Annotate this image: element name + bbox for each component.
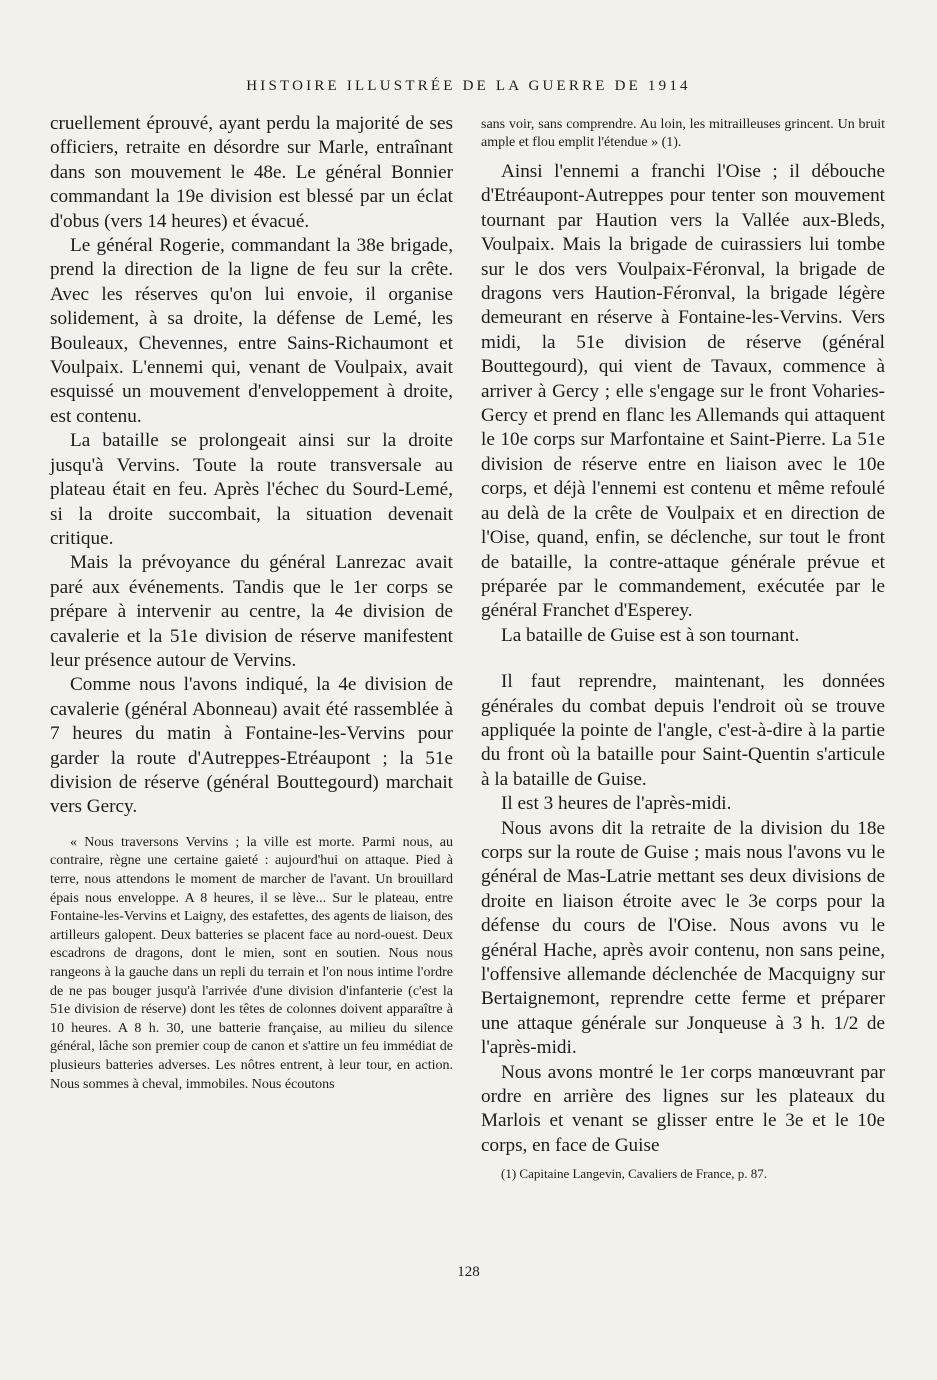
paragraph: La bataille de Guise est à son tournant.	[501, 624, 800, 646]
running-title: HISTOIRE ILLUSTRÉE DE LA GUERRE DE 1914	[246, 78, 691, 94]
footnote: (1) Capitaine Langevin, Cavaliers de France, p. 87.	[501, 1166, 768, 1182]
left-column	[50, 112, 453, 1094]
paragraph: Il faut reprendre, maintenant, les données générales du combat depuis l'endroit où se trouve appliquée la pointe de l'angle, c'est-à-dire à la partie du front où la bataille pour Saint-Quentin s'articule à la bataille de Guise.	[481, 671, 885, 790]
quote-text: « Nous traversons Vervins ; la ville est morte. Parmi nous, au contraire, règne une certaine gaieté : aujourd'hui on attaque. Pied à terre, nous attendons le moment de marcher de l'avant. Un brouillard épais nous enveloppe. A 8 heures, il se lève... Sur le plateau, entre Fontaine-les-Vervins et Laigny, des estafettes, des agents de liaison, des artilleurs galopent. Deux batteries se placent face au nord-ouest. Deux escadrons de dragons, dont le mien, sont en soutien. Nous nous rangeons à la gauche dans un repli du terrain et l'on nous intime l'ordre de ne pas bouger jusqu'à l'arrivée d'une division d'infanterie (c'est la 51e division de réserve) dont les têtes de colonnes doivent apparaître à 10 heures. A 8 h. 30, une batterie française, au milieu du silence général, lâche son premier coup de canon et s'attire un feu immédiat de plusieurs batteries adverses. Les nôtres entrent, à leur tour, en action. Nous sommes à cheval, immobiles. Nous écoutons	[50, 834, 453, 1092]
quote-continuation: sans voir, sans comprendre. Au loin, les mitrailleuses grincent. Un bruit ample et flou emplit l'étendue » (1).	[481, 117, 885, 150]
right-column	[481, 116, 885, 1182]
page-number: 128	[457, 1264, 480, 1280]
paragraph: Le général Rogerie, commandant la 38e brigade, prend la direction de la ligne de feu sur la crête. Avec les réserves qu'on lui envoie, il organise solidement, à sa droite, la défense de Lemé, les Bouleaux, Chevennes, entre Sains-Richaumont et Voulpaix. L'ennemi qui, venant de Voulpaix, avait esquissé un mouvement d'enveloppement à droite, est contenu.	[50, 235, 453, 427]
paragraph: Mais la prévoyance du général Lanrezac avait paré aux événements. Tandis que le 1er corps se prépare à intervenir au centre, la 4e division de cavalerie et la 51e division de réserve manifestent leur présence autour de Vervins.	[50, 552, 453, 671]
quote-block	[50, 834, 453, 1094]
paragraph: Comme nous l'avons indiqué, la 4e division de cavalerie (général Abonneau) avait été rassemblée à 7 heures du matin à Fontaine-les-Vervins pour garder la route d'Autreppes-Etréaupont ; la 51e division de réserve (général Bouttegourd) marchait vers Gercy.	[50, 674, 453, 818]
paragraph: La bataille se prolongeait ainsi sur la droite jusqu'à Vervins. Toute la route transversale au plateau était en feu. Après l'échec du Sourd-Lemé, si la droite succombait, la situation devenait critique.	[50, 430, 453, 549]
paragraph: Nous avons montré le 1er corps manœuvrant par ordre en arrière des lignes sur les plateaux du Marlois et venant se glisser entre le 3e et le 10e corps, en face de Guise	[481, 1061, 885, 1156]
paragraph: Ainsi l'ennemi a franchi l'Oise ; il débouche d'Etréaupont-Autreppes pour tenter son mouvement tournant par Haution vers la Vallée aux-Bleds, Voulpaix. Mais la brigade de cuirassiers lui tombe sur le dos vers Voulpaix-Féronval, la brigade de dragons vers Haution-Féronval, la brigade légère demeurant en réserve à Fontaine-les-Vervins. Vers midi, la 51e division de réserve (général Bouttegourd), qui vient de Tavaux, commence à arriver à Gercy ; elle s'engage sur le front Voharies-Gercy et prend en flanc les Allemands qui attaquent le 10e corps sur Marfontaine et Saint-Pierre. La 51e division de réserve entre en liaison avec le 10e corps, et déjà l'ennemi est contenu et même refoulé au delà de la crête de Voulpaix et en direction de l'Oise, quand, enfin, se déclenche, sur tout le front de bataille, la contre-attaque générale prévue et préparée par le commandement, exécutée par le général Franchet d'Esperey.	[481, 161, 885, 622]
paragraph: Il est 3 heures de l'après-midi.	[501, 793, 732, 815]
paragraph: cruellement éprouvé, ayant perdu la majorité de ses officiers, retraite en désordre sur Marle, entraînant dans son mouvement le 48e. Le général Bonnier commandant la 19e division est blessé par un éclat d'obus (vers 14 heures) et évacué.	[50, 113, 453, 232]
paragraph: Nous avons dit la retraite de la division du 18e corps sur la route de Guise ; mais nous l'avons vu le général de Mas-Latrie mettant ses deux divisions de droite en liaison étroite avec le 3e corps pour la défense du cours de l'Oise. Nous avons vu le général Hache, après avoir contenu, non sans peine, l'offensive allemande déclenchée de Macquigny sur Bertaignemont, reprendre cette ferme et préparer une attaque générale sur Jonqueuse à 3 h. 1/2 de l'après-midi.	[481, 817, 885, 1059]
